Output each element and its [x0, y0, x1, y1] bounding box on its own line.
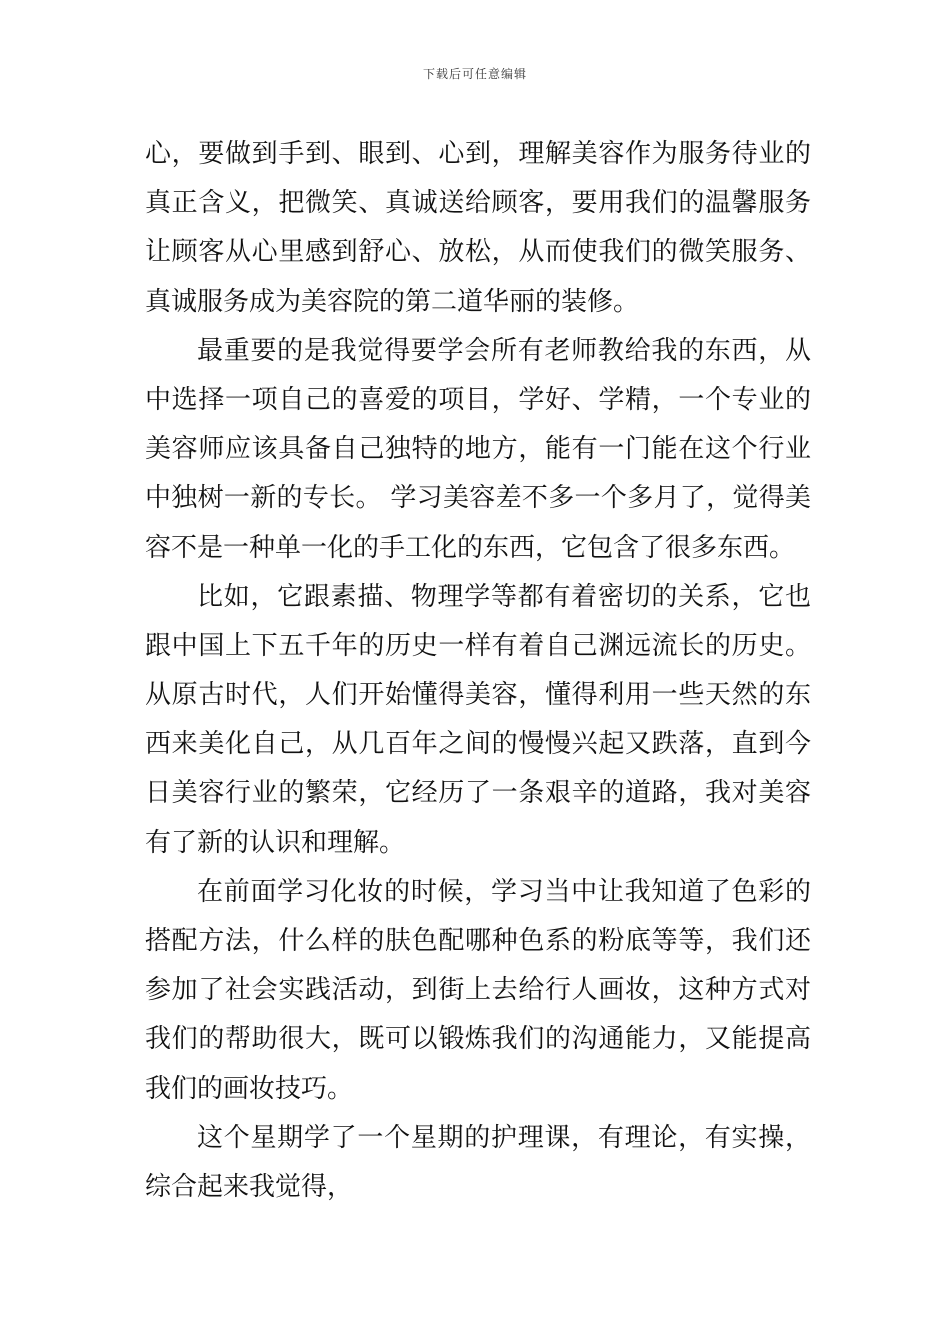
document-body [145, 130, 811, 1212]
text-line: 我们的帮助很大，既可以锻炼我们的沟通能力，又能提高 [145, 1024, 811, 1055]
text-line: 这个星期学了一个星期的护理课，有理论，有实操， [197, 1122, 811, 1153]
text-line: 真诚服务成为美容院的第二道华丽的装修。 [145, 286, 640, 317]
text-line: 我们的画妆技巧。 [145, 1073, 354, 1104]
text-line: 跟中国上下五千年的历史一样有着自己渊远流长的历史。 [145, 630, 811, 661]
text-line: 搭配方法，什么样的肤色配哪种色系的粉底等等，我们还 [145, 926, 811, 956]
text-line: 真正含义，把微笑、真诚送给顾客，要用我们的温馨服务 [145, 188, 811, 219]
text-line: 美容师应该具备自己独特的地方，能有一门能在这个行业 [145, 434, 811, 465]
text-line: 中选择一项自己的喜爱的项目，学好、学精，一个专业的 [145, 384, 811, 415]
text-line: 心，要做到手到、眼到、心到，理解美容作为服务待业的 [145, 139, 811, 169]
text-line: 有了新的认识和理解。 [145, 827, 406, 858]
text-line: 最重要的是我觉得要学会所有老师教给我的东西，从 [197, 335, 811, 366]
text-line: 容不是一种单一化的手工化的东西，它包含了很多东西。 [145, 532, 796, 563]
text-line: 比如，它跟素描、物理学等都有着密切的关系，它也 [197, 581, 811, 612]
text-line: 让顾客从心里感到舒心、放松，从而使我们的微笑服务、 [145, 237, 811, 268]
page-header: 下载后可任意编辑 [422, 67, 527, 81]
text-line: 综合起来我觉得， [145, 1171, 354, 1202]
text-line: 日美容行业的繁荣，它经历了一条艰辛的道路，我对美容 [145, 778, 811, 809]
text-line: 从原古时代，人们开始懂得美容，懂得利用一些天然的东 [145, 680, 811, 711]
text-line: 中独树一新的专长。 学习美容差不多一个多月了，觉得美 [145, 483, 811, 514]
text-line: 参加了社会实践活动，到街上去给行人画妆，这种方式对 [145, 975, 811, 1006]
text-line: 西来美化自己，从几百年之间的慢慢兴起又跌落，直到今 [145, 729, 811, 760]
text-line: 在前面学习化妆的时候，学习当中让我知道了色彩的 [197, 876, 811, 907]
